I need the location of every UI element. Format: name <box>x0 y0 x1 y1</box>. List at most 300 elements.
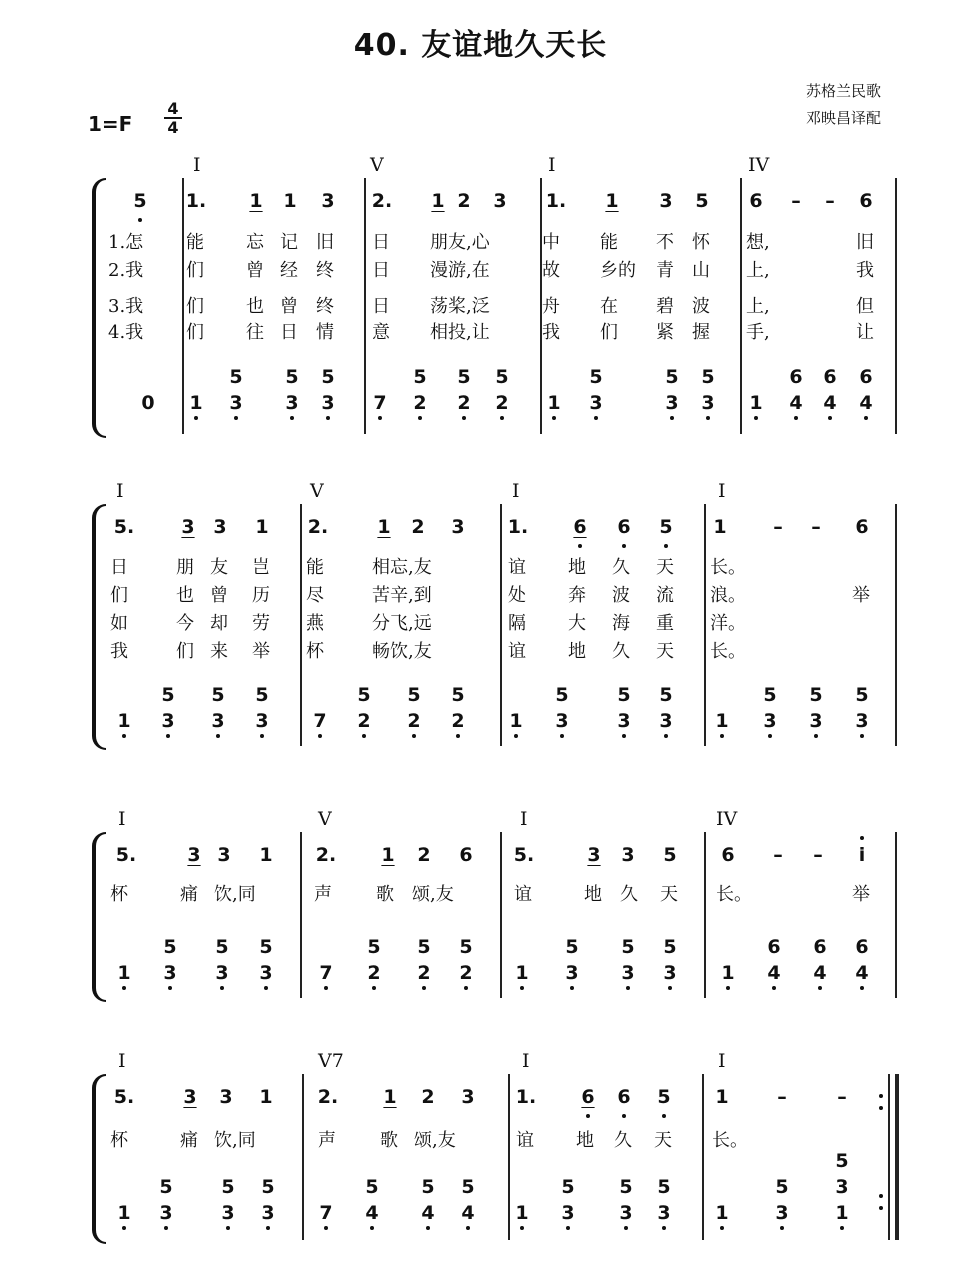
accomp-note: 3 <box>159 1202 173 1224</box>
lyric-text: 上, <box>746 296 770 317</box>
accomp-note: 3 <box>285 392 299 414</box>
melody-note: 5. <box>113 516 135 538</box>
accomp-note: 1 <box>715 1202 729 1224</box>
song-credits: 苏格兰民歌 邓映昌译配 <box>806 82 882 127</box>
accomp-note: 0 <box>141 392 155 414</box>
chord-label: V <box>318 808 332 830</box>
octave-dot-below <box>864 416 868 420</box>
system-bracket <box>92 832 106 1002</box>
octave-dot-below <box>418 416 422 420</box>
lyric-text: 天 <box>654 1130 672 1151</box>
accomp-note: 5 <box>259 936 273 958</box>
lyric-text: 旧 <box>856 232 874 253</box>
lyric-text: 海 <box>612 613 630 634</box>
octave-dot-below <box>570 986 574 990</box>
octave-dot-below <box>122 1226 126 1230</box>
lyric-text: 杯 <box>110 884 128 905</box>
lyric-text: 声 <box>314 884 332 905</box>
time-denominator: 4 <box>164 117 182 136</box>
accomp-note: 5 <box>161 684 175 706</box>
melody-note: 1. <box>507 516 529 538</box>
lyric-text: 我 <box>542 322 560 343</box>
accomp-note: 5 <box>367 936 381 958</box>
accomp-note: 5 <box>589 366 603 388</box>
chord-label: I <box>718 480 726 502</box>
accomp-note: 5 <box>357 684 371 706</box>
octave-dot-below <box>324 1226 328 1230</box>
lyric-text: 记 <box>280 232 298 253</box>
accomp-note: 5 <box>809 684 823 706</box>
melody-note: – <box>825 190 835 212</box>
accomp-note: 4 <box>859 392 873 414</box>
lyric-text: 荡桨,泛 <box>430 296 490 317</box>
octave-dot-below <box>552 416 556 420</box>
lyric-text: 经 <box>280 260 298 281</box>
lyric-text: 地 <box>576 1130 594 1151</box>
chord-label: IV <box>748 154 770 176</box>
lyric-text: 谊 <box>508 557 526 578</box>
bar-line <box>300 832 302 998</box>
lyric-text: 痛 <box>180 1130 198 1151</box>
accomp-note: 1 <box>715 710 729 732</box>
time-numerator: 4 <box>167 99 179 118</box>
lyric-text: 我 <box>110 641 128 662</box>
lyric-text: 天 <box>656 641 674 662</box>
lyric-text: 意 <box>372 322 390 343</box>
lyric-text: 杯 <box>110 1130 128 1151</box>
melody-note: 1 <box>283 190 297 212</box>
time-signature <box>164 100 182 136</box>
accomp-note: 3 <box>621 962 635 984</box>
chord-label: V <box>370 154 384 176</box>
accomp-note: 2 <box>417 962 431 984</box>
lyric-text: 苦辛,到 <box>372 585 432 606</box>
accomp-note: 3 <box>565 962 579 984</box>
melody-note: 3 <box>219 1086 233 1108</box>
lyric-text: 能 <box>306 557 324 578</box>
melody-note: 3 <box>621 844 635 866</box>
melody-note: 1 <box>259 844 273 866</box>
accomp-note: 3 <box>809 710 823 732</box>
accomp-note: 4 <box>365 1202 379 1224</box>
lyric-text: 洋。 <box>710 613 746 634</box>
chord-label: I <box>522 1050 530 1072</box>
lyric-text: 情 <box>316 322 334 343</box>
octave-dot-below <box>664 734 668 738</box>
accomp-note: 3 <box>657 1202 671 1224</box>
chord-label: I <box>116 480 124 502</box>
lyric-text: 握 <box>692 322 710 343</box>
song-title: 40. 友谊地久天长 <box>353 28 608 63</box>
lyric-text: 1.怎 <box>108 232 144 253</box>
octave-dot-below <box>860 734 864 738</box>
lyric-text: 忘 <box>246 232 264 253</box>
melody-note: – <box>777 1086 787 1108</box>
melody-note: – <box>837 1086 847 1108</box>
octave-dot-below <box>362 734 366 738</box>
accomp-note: 5 <box>457 366 471 388</box>
lyric-text: 山 <box>692 260 710 281</box>
melody-note: 6 <box>721 844 735 866</box>
lyric-text: 声 <box>318 1130 336 1151</box>
accomp-note: 4 <box>789 392 803 414</box>
lyric-text: 能 <box>186 232 204 253</box>
lyric-text: 举 <box>852 585 870 606</box>
system-bracket <box>92 1074 106 1244</box>
octave-dot-below <box>266 1226 270 1230</box>
lyric-text: 流 <box>656 585 674 606</box>
octave-dot-below <box>664 544 668 548</box>
repeat-dot <box>879 1194 883 1198</box>
accomp-note: 5 <box>459 936 473 958</box>
octave-dot-below <box>464 986 468 990</box>
lyric-text: 日 <box>372 296 390 317</box>
accomp-note: 1 <box>117 710 131 732</box>
melody-note: 3 <box>181 516 195 538</box>
octave-dot-below <box>520 986 524 990</box>
system-bracket <box>92 178 106 438</box>
octave-dot-below <box>260 734 264 738</box>
octave-dot-below <box>818 986 822 990</box>
melody-note: 6 <box>859 190 873 212</box>
bar-line <box>895 178 897 434</box>
accomp-note: 3 <box>617 710 631 732</box>
melody-note: 6 <box>573 516 587 538</box>
lyric-text: 谊 <box>516 1130 534 1151</box>
octave-dot-below <box>578 544 582 548</box>
accomp-note: 2 <box>367 962 381 984</box>
accomp-note: 5 <box>261 1176 275 1198</box>
octave-dot-below <box>594 416 598 420</box>
accomp-note: 5 <box>163 936 177 958</box>
accomp-note: 5 <box>229 366 243 388</box>
accomp-note: 5 <box>775 1176 789 1198</box>
octave-dot-below <box>426 1226 430 1230</box>
accomp-note: 3 <box>701 392 715 414</box>
melody-note: 3 <box>451 516 465 538</box>
accomp-note: 4 <box>461 1202 475 1224</box>
bar-line <box>895 832 897 998</box>
accomp-note: 4 <box>421 1202 435 1224</box>
system-bracket <box>92 504 106 750</box>
accomp-note: 5 <box>763 684 777 706</box>
accomp-note: 1 <box>117 1202 131 1224</box>
accomp-note: 3 <box>665 392 679 414</box>
melody-note: 3 <box>187 844 201 866</box>
bar-line <box>702 1074 704 1240</box>
lyric-text: 尽 <box>306 585 324 606</box>
octave-dot-below <box>226 1226 230 1230</box>
melody-note: 1. <box>515 1086 537 1108</box>
accomp-note: 6 <box>823 366 837 388</box>
accomp-note: 1 <box>547 392 561 414</box>
accomp-note: 7 <box>313 710 327 732</box>
lyric-text: 往 <box>246 322 264 343</box>
lyric-text: 久 <box>614 1130 632 1151</box>
lyric-text: 青 <box>656 260 674 281</box>
octave-dot-below <box>662 1114 666 1118</box>
accomp-note: 5 <box>221 1176 235 1198</box>
melody-note: 5 <box>695 190 709 212</box>
accomp-note: 3 <box>321 392 335 414</box>
octave-dot-below <box>720 734 724 738</box>
octave-dot-below <box>860 986 864 990</box>
melody-note: 2. <box>307 516 329 538</box>
repeat-dot <box>879 1094 883 1098</box>
accomp-note: 4 <box>767 962 781 984</box>
bar-line <box>740 178 742 434</box>
accomp-note: 5 <box>495 366 509 388</box>
accomp-note: 5 <box>855 684 869 706</box>
accomp-note: 6 <box>813 936 827 958</box>
octave-dot-below <box>372 986 376 990</box>
octave-dot-below <box>378 416 382 420</box>
lyric-text: 日 <box>280 322 298 343</box>
lyric-text: 日 <box>372 260 390 281</box>
accomp-note: 5 <box>565 936 579 958</box>
chord-label: I <box>718 1050 726 1072</box>
melody-note: 3 <box>321 190 335 212</box>
accomp-note: 3 <box>589 392 603 414</box>
accomp-note: 5 <box>835 1150 849 1172</box>
melody-note: 5. <box>113 1086 135 1108</box>
repeat-dot <box>879 1106 883 1110</box>
key-signature: 1=F <box>88 112 133 136</box>
octave-dot-below <box>670 416 674 420</box>
melody-note: i <box>858 844 866 866</box>
melody-note: 2 <box>417 844 431 866</box>
lyric-text: 长。 <box>712 1130 748 1151</box>
lyric-text: 燕 <box>306 613 324 634</box>
lyric-text: 舟 <box>542 296 560 317</box>
melody-note: 2 <box>421 1086 435 1108</box>
octave-dot-below <box>814 734 818 738</box>
melody-note: 3 <box>659 190 673 212</box>
lyric-text: 友 <box>210 557 228 578</box>
melody-note: 6 <box>617 1086 631 1108</box>
lyric-text: 们 <box>110 585 128 606</box>
melody-note: 6 <box>749 190 763 212</box>
lyric-text: 颂,友 <box>412 884 454 905</box>
bar-line <box>704 832 706 998</box>
octave-dot-below <box>290 416 294 420</box>
octave-dot-below <box>754 416 758 420</box>
melody-note: – <box>811 516 821 538</box>
accomp-note: 3 <box>763 710 777 732</box>
octave-dot-below <box>324 986 328 990</box>
bar-line <box>302 1074 304 1240</box>
octave-dot-below <box>566 1226 570 1230</box>
lyric-text: 也 <box>176 585 194 606</box>
melody-note: 5 <box>133 190 147 212</box>
octave-dot-below <box>520 1226 524 1230</box>
octave-dot-below <box>412 734 416 738</box>
melody-note: 5. <box>513 844 535 866</box>
octave-dot-below <box>370 1226 374 1230</box>
lyric-text: 劳 <box>252 613 270 634</box>
lyric-text: 久 <box>620 884 638 905</box>
accomp-note: 3 <box>215 962 229 984</box>
lyric-text: 日 <box>372 232 390 253</box>
accomp-note: 6 <box>859 366 873 388</box>
lyric-text: 痛 <box>180 884 198 905</box>
lyric-text: 如 <box>110 613 128 634</box>
lyric-text: 却 <box>210 613 228 634</box>
lyric-text: 颂,友 <box>414 1130 456 1151</box>
octave-dot-below <box>828 416 832 420</box>
octave-dot-above <box>860 836 864 840</box>
lyric-text: 乡的 <box>600 260 636 281</box>
octave-dot-below <box>216 734 220 738</box>
lyric-text: 长。 <box>716 884 752 905</box>
octave-dot-below <box>234 416 238 420</box>
accomp-note: 5 <box>561 1176 575 1198</box>
lyric-text: 波 <box>612 585 630 606</box>
lyric-text: 终 <box>316 296 334 317</box>
chord-label: V7 <box>318 1050 344 1072</box>
chord-label: I <box>118 808 126 830</box>
octave-dot-below <box>726 986 730 990</box>
lyric-text: 漫游,在 <box>430 260 490 281</box>
accomp-note: 5 <box>211 684 225 706</box>
octave-dot-below <box>840 1226 844 1230</box>
accomp-note: 3 <box>221 1202 235 1224</box>
lyric-text: 歌 <box>376 884 394 905</box>
lyric-text: 隔 <box>508 613 526 634</box>
octave-dot-below <box>668 986 672 990</box>
lyric-text: 旧 <box>316 232 334 253</box>
accomp-note: 1 <box>189 392 203 414</box>
melody-note: 1 <box>381 844 395 866</box>
octave-dot-below <box>462 416 466 420</box>
accomp-note: 5 <box>159 1176 173 1198</box>
lyric-text: 们 <box>186 322 204 343</box>
lyric-text: 天 <box>660 884 678 905</box>
melody-note: 5 <box>659 516 673 538</box>
melody-note: 1. <box>185 190 207 212</box>
melody-note: 2. <box>317 1086 339 1108</box>
lyric-text: 故 <box>542 260 560 281</box>
octave-dot-below <box>168 986 172 990</box>
chord-label: IV <box>716 808 738 830</box>
chord-label: I <box>118 1050 126 1072</box>
lyric-text: 处 <box>508 585 526 606</box>
octave-dot-below <box>560 734 564 738</box>
octave-dot-below <box>264 986 268 990</box>
accomp-note: 5 <box>421 1176 435 1198</box>
lyric-text: 浪。 <box>710 585 746 606</box>
accomp-note: 5 <box>657 1176 671 1198</box>
melody-note: 1 <box>255 516 269 538</box>
accomp-note: 5 <box>407 684 421 706</box>
lyric-text: 地 <box>568 557 586 578</box>
melody-note: 5 <box>657 1086 671 1108</box>
lyric-text: 日 <box>110 557 128 578</box>
lyric-text: 奔 <box>568 585 586 606</box>
lyric-text: 杯 <box>306 641 324 662</box>
accomp-note: 6 <box>767 936 781 958</box>
lyric-text: 们 <box>186 260 204 281</box>
lyric-text: 曾 <box>280 296 298 317</box>
lyric-text: 曾 <box>246 260 264 281</box>
chord-label: I <box>520 808 528 830</box>
accomp-note: 1 <box>835 1202 849 1224</box>
melody-note: 1 <box>713 516 727 538</box>
accomp-note: 5 <box>417 936 431 958</box>
octave-dot-below <box>138 218 142 222</box>
accomp-note: 4 <box>855 962 869 984</box>
accomp-note: 3 <box>261 1202 275 1224</box>
lyric-text: 长。 <box>710 557 746 578</box>
lyric-text: 4.我 <box>108 322 144 343</box>
octave-dot-below <box>624 1226 628 1230</box>
octave-dot-below <box>500 416 504 420</box>
melody-note: – <box>773 844 783 866</box>
octave-dot-below <box>626 986 630 990</box>
lyric-text: 相投,让 <box>430 322 490 343</box>
octave-dot-below <box>220 986 224 990</box>
chord-label: V <box>310 480 324 502</box>
octave-dot-below <box>586 1114 590 1118</box>
octave-dot-below <box>514 734 518 738</box>
lyric-text: 地 <box>568 641 586 662</box>
accomp-note: 1 <box>515 1202 529 1224</box>
accomp-note: 5 <box>665 366 679 388</box>
melody-note: 3 <box>587 844 601 866</box>
accomp-note: 5 <box>461 1176 475 1198</box>
lyric-text: 天 <box>656 557 674 578</box>
melody-note: – <box>773 516 783 538</box>
octave-dot-below <box>466 1226 470 1230</box>
accomp-note: 3 <box>855 710 869 732</box>
accomp-note: 3 <box>619 1202 633 1224</box>
octave-dot-below <box>780 1226 784 1230</box>
accomp-note: 1 <box>721 962 735 984</box>
bar-line <box>895 1074 899 1240</box>
chord-label: I <box>193 154 201 176</box>
octave-dot-below <box>122 986 126 990</box>
lyric-text: 谊 <box>514 884 532 905</box>
accomp-note: 3 <box>229 392 243 414</box>
accomp-note: 3 <box>561 1202 575 1224</box>
accomp-note: 5 <box>701 366 715 388</box>
lyric-text: 岂 <box>252 557 270 578</box>
accomp-note: 5 <box>365 1176 379 1198</box>
melody-note: 5. <box>115 844 137 866</box>
lyric-text: 久 <box>612 557 630 578</box>
melody-note: 1 <box>377 516 391 538</box>
accomp-note: 7 <box>319 962 333 984</box>
lyric-text: 举 <box>852 884 870 905</box>
octave-dot-below <box>772 986 776 990</box>
lyric-text: 想, <box>746 232 770 253</box>
lyric-text: 怀 <box>692 232 710 253</box>
lyric-text: 我 <box>856 260 874 281</box>
repeat-dot <box>879 1206 883 1210</box>
lyric-text: 饮,同 <box>214 884 256 905</box>
accomp-note: 2 <box>357 710 371 732</box>
octave-dot-below <box>194 416 198 420</box>
melody-note: 3 <box>493 190 507 212</box>
accomp-note: 3 <box>555 710 569 732</box>
chord-label: I <box>512 480 520 502</box>
lyric-text: 地 <box>584 884 602 905</box>
lyric-text: 举 <box>252 641 270 662</box>
melody-note: 2 <box>457 190 471 212</box>
accomp-note: 2 <box>407 710 421 732</box>
lyric-text: 长。 <box>710 641 746 662</box>
accomp-note: 5 <box>663 936 677 958</box>
